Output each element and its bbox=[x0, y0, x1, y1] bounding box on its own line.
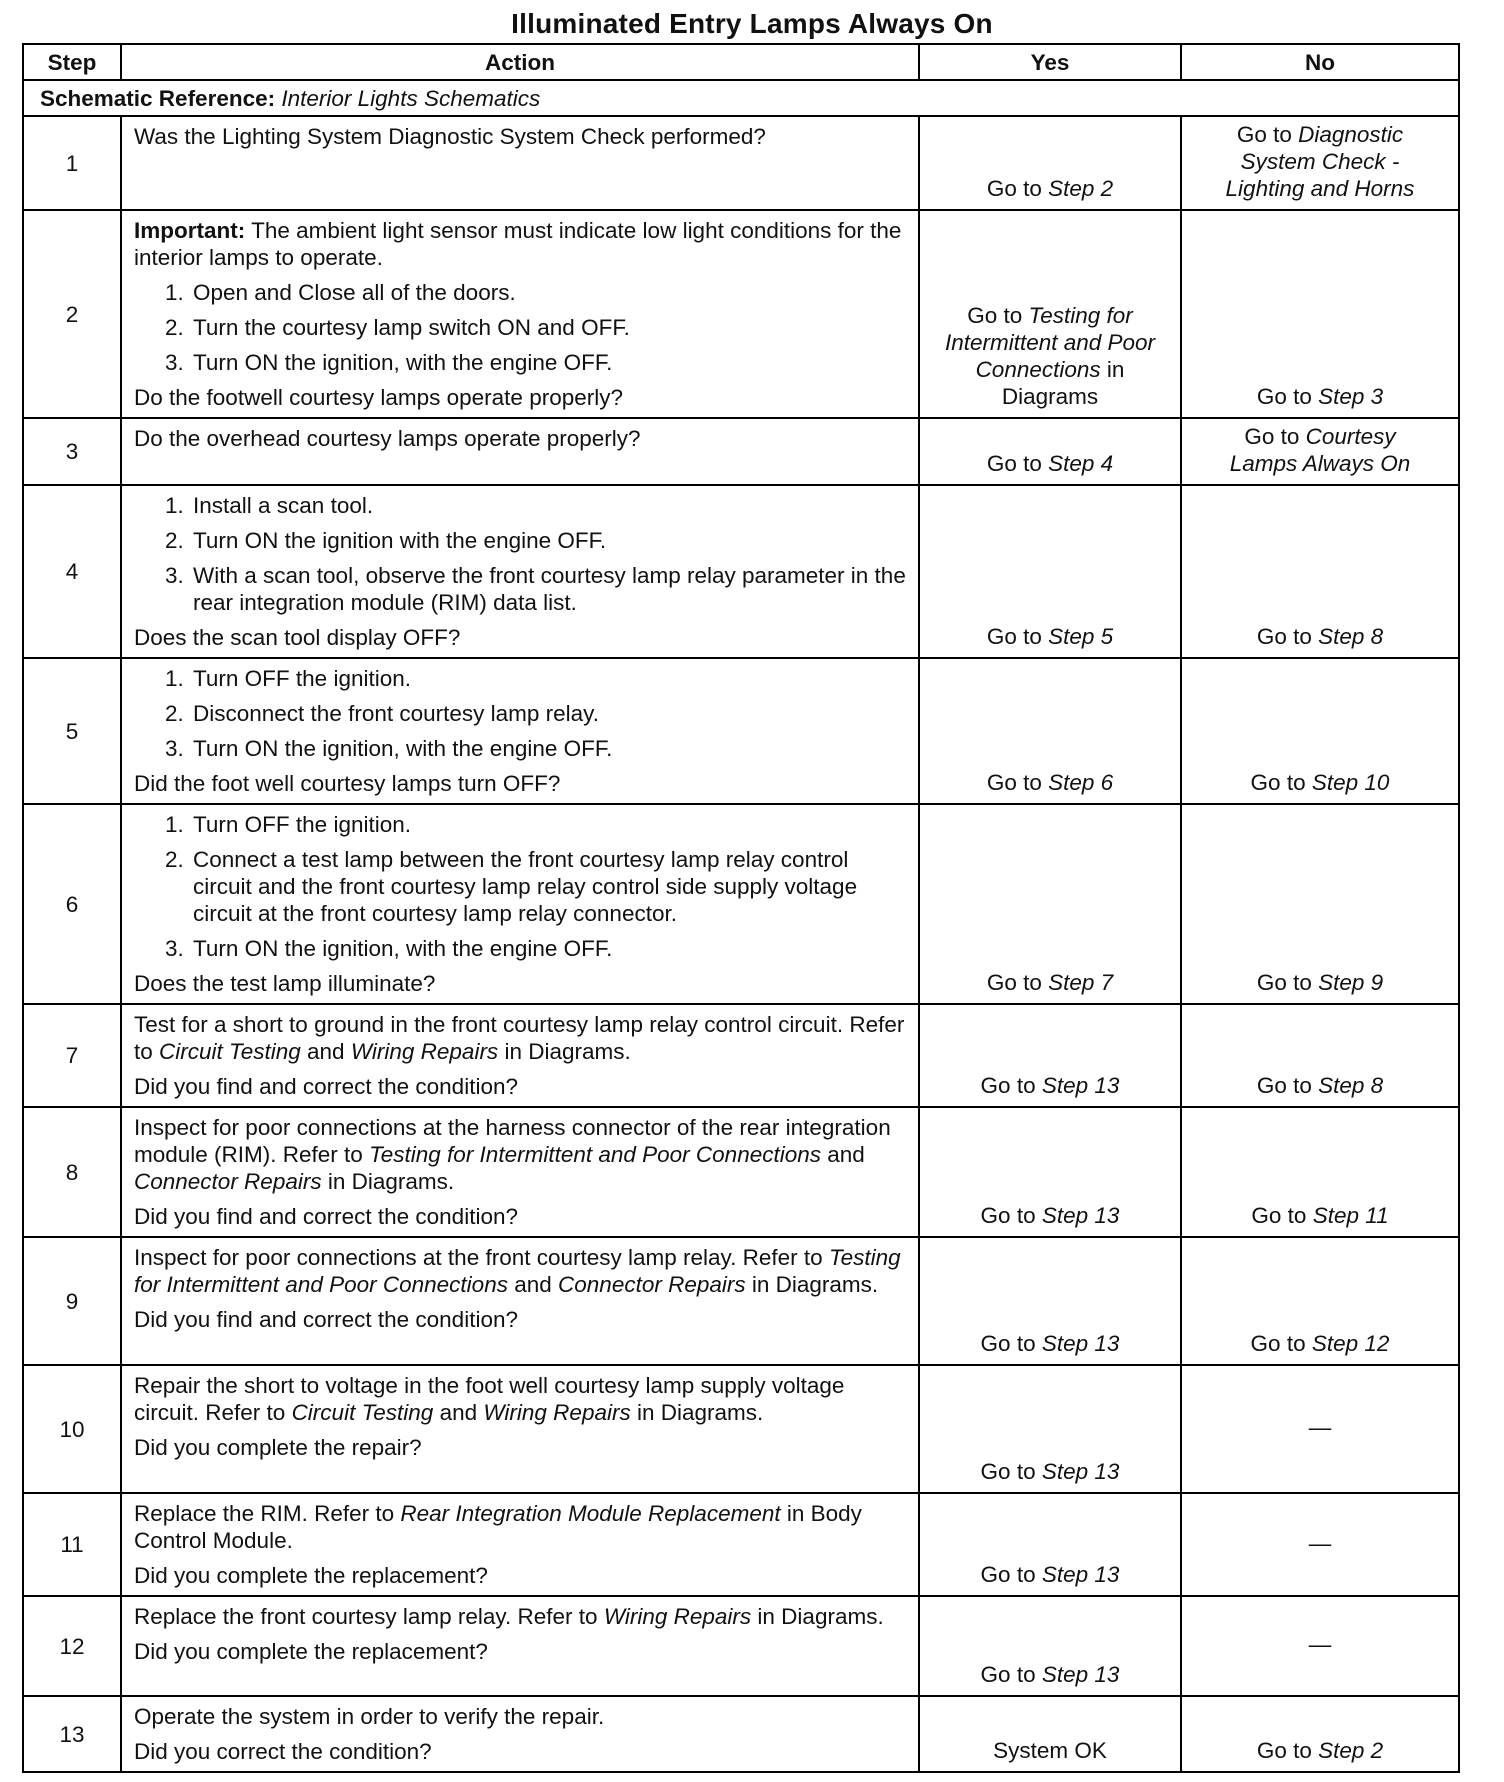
page-title: Illuminated Entry Lamps Always On bbox=[511, 8, 993, 39]
list-item: 2. Disconnect the front courtesy lamp relay. bbox=[190, 700, 910, 727]
step-link[interactable]: Step 13 bbox=[1041, 1331, 1120, 1356]
instruction: Inspect for poor connections at the harness connector of the rear integration module (RIM). Refer to Testing for Intermittent and Poor Connections and Connector Repairs in Diagrams. bbox=[134, 1115, 891, 1194]
step-link[interactable]: Step 13 bbox=[1041, 1459, 1120, 1484]
yes-cell: Go to Step 13 bbox=[919, 1004, 1181, 1107]
no-cell: Go to Diagnostic System Check - Lighting and Horns bbox=[1181, 116, 1459, 210]
reference-link[interactable]: Testing for Intermittent and Poor Connections bbox=[369, 1142, 822, 1167]
list-item: 1. Open and Close all of the doors. bbox=[190, 279, 910, 306]
no-cell: Go to Step 2 bbox=[1181, 1696, 1459, 1772]
step-link[interactable]: Step 6 bbox=[1048, 770, 1114, 795]
question: Does the scan tool display OFF? bbox=[134, 625, 461, 650]
reference-link[interactable]: Wiring Repairs bbox=[603, 1604, 752, 1629]
step-link[interactable]: Step 13 bbox=[1041, 1203, 1120, 1228]
table-row bbox=[23, 1237, 1459, 1365]
action-cell bbox=[121, 1107, 919, 1237]
action-cell bbox=[121, 1696, 919, 1772]
step-link[interactable]: Step 8 bbox=[1318, 624, 1384, 649]
no-cell: Go to Step 8 bbox=[1181, 485, 1459, 658]
instruction: Test for a short to ground in the front courtesy lamp relay control circuit. Refer to Circuit Testing and Wiring Repairs in Diagrams. bbox=[134, 1012, 905, 1064]
header-no: No bbox=[1181, 44, 1459, 80]
action-steps bbox=[134, 811, 910, 962]
table-row bbox=[23, 116, 1459, 210]
step-link[interactable]: Step 13 bbox=[1041, 1662, 1120, 1687]
table-row bbox=[23, 1004, 1459, 1107]
header-row bbox=[23, 44, 1459, 80]
action-cell bbox=[121, 210, 919, 418]
no-cell: — bbox=[1181, 1596, 1459, 1696]
step-number: 1 bbox=[23, 116, 121, 210]
header-step: Step bbox=[23, 44, 121, 80]
schematic-label: Schematic Reference: bbox=[40, 85, 276, 111]
list-item: 3. With a scan tool, observe the front courtesy lamp relay parameter in the rear integration module (RIM) data list. bbox=[190, 562, 910, 616]
step-number: 4 bbox=[23, 485, 121, 658]
action-steps bbox=[134, 279, 910, 376]
no-cell: — bbox=[1181, 1365, 1459, 1493]
step-number: 10 bbox=[23, 1365, 121, 1493]
action-cell bbox=[121, 804, 919, 1004]
action-steps bbox=[134, 492, 910, 616]
procedure-link[interactable]: Courtesy Lamps Always On bbox=[1229, 424, 1411, 476]
header-action: Action bbox=[121, 44, 919, 80]
list-item: 3. Turn ON the ignition, with the engine OFF. bbox=[190, 349, 910, 376]
action-cell bbox=[121, 658, 919, 804]
table-row bbox=[23, 418, 1459, 485]
list-item: 1. Turn OFF the ignition. bbox=[190, 811, 910, 838]
question: Did you find and correct the condition? bbox=[134, 1074, 518, 1099]
step-link[interactable]: Step 7 bbox=[1048, 970, 1114, 995]
diagnostic-table bbox=[22, 43, 1460, 1773]
yes-cell: Go to Step 6 bbox=[919, 658, 1181, 804]
yes-cell: Go to Step 13 bbox=[919, 1365, 1181, 1493]
step-link[interactable]: Step 5 bbox=[1048, 624, 1114, 649]
yes-cell: Go to Step 2 bbox=[919, 116, 1181, 210]
action-cell bbox=[121, 1237, 919, 1365]
list-item: 2. Connect a test lamp between the front courtesy lamp relay control circuit and the front courtesy lamp relay control side supply voltage circuit at the front courtesy lamp relay connector. bbox=[190, 846, 910, 927]
question: Did you find and correct the condition? bbox=[134, 1204, 518, 1229]
yes-cell: Go to Step 13 bbox=[919, 1493, 1181, 1596]
list-item: 2. Turn ON the ignition with the engine OFF. bbox=[190, 527, 910, 554]
step-number: 2 bbox=[23, 210, 121, 418]
reference-link[interactable]: Circuit Testing bbox=[291, 1400, 434, 1425]
table-row bbox=[23, 1107, 1459, 1237]
question: Does the test lamp illuminate? bbox=[134, 971, 436, 996]
list-item: 1. Install a scan tool. bbox=[190, 492, 910, 519]
no-cell: Go to Step 11 bbox=[1181, 1107, 1459, 1237]
yes-cell: Go to Step 4 bbox=[919, 418, 1181, 485]
reference-link[interactable]: Connector Repairs bbox=[134, 1169, 322, 1194]
schematic-reference bbox=[23, 80, 1459, 116]
no-cell: — bbox=[1181, 1493, 1459, 1596]
list-item: 3. Turn ON the ignition, with the engine OFF. bbox=[190, 935, 910, 962]
step-link[interactable]: Step 3 bbox=[1318, 384, 1384, 409]
yes-cell: Go to Testing for Intermittent and Poor Connections in Diagrams bbox=[919, 210, 1181, 418]
procedure-link[interactable]: Diagnostic System Check - Lighting and Horns bbox=[1225, 122, 1415, 201]
table-row bbox=[23, 210, 1459, 418]
reference-link[interactable]: Rear Integration Module Replacement bbox=[400, 1501, 781, 1526]
step-link[interactable]: Step 2 bbox=[1318, 1738, 1384, 1763]
instruction: Repair the short to voltage in the foot well courtesy lamp supply voltage circuit. Refer to Circuit Testing and Wiring Repairs in Diagrams. bbox=[134, 1373, 845, 1425]
table-row bbox=[23, 1365, 1459, 1493]
no-cell: Go to Step 12 bbox=[1181, 1237, 1459, 1365]
step-number: 3 bbox=[23, 418, 121, 485]
action-cell bbox=[121, 1493, 919, 1596]
step-link[interactable]: Step 2 bbox=[1048, 176, 1114, 201]
question: Did the foot well courtesy lamps turn OFF? bbox=[134, 771, 561, 796]
table-row bbox=[23, 804, 1459, 1004]
table-row bbox=[23, 658, 1459, 804]
step-number: 12 bbox=[23, 1596, 121, 1696]
step-link[interactable]: Step 9 bbox=[1318, 970, 1384, 995]
procedure-link[interactable]: Testing for Intermittent and Poor Connections bbox=[944, 303, 1156, 382]
yes-cell: Go to Step 13 bbox=[919, 1237, 1181, 1365]
no-cell: Go to Courtesy Lamps Always On bbox=[1181, 418, 1459, 485]
instruction: Operate the system in order to verify the repair. bbox=[134, 1704, 605, 1729]
table-row bbox=[23, 485, 1459, 658]
instruction: Replace the RIM. Refer to Rear Integration Module Replacement in Body Control Module. bbox=[134, 1501, 862, 1553]
yes-cell: Go to Step 13 bbox=[919, 1596, 1181, 1696]
step-link[interactable]: Step 10 bbox=[1311, 770, 1390, 795]
action-cell bbox=[121, 1004, 919, 1107]
question: Did you correct the condition? bbox=[134, 1739, 432, 1764]
no-cell: Go to Step 10 bbox=[1181, 658, 1459, 804]
step-number: 13 bbox=[23, 1696, 121, 1772]
reference-link[interactable]: Connector Repairs bbox=[558, 1272, 746, 1297]
question: Do the footwell courtesy lamps operate properly? bbox=[134, 385, 624, 410]
step-link[interactable]: Step 12 bbox=[1311, 1331, 1390, 1356]
action-cell bbox=[121, 485, 919, 658]
step-number: 5 bbox=[23, 658, 121, 804]
step-link[interactable]: Step 4 bbox=[1048, 451, 1114, 476]
important-note: Important: The ambient light sensor must indicate low light conditions for the interior lamps to operate. bbox=[134, 218, 902, 270]
step-number: 7 bbox=[23, 1004, 121, 1107]
reference-link[interactable]: Testing for Intermittent and Poor Connections bbox=[134, 1245, 901, 1297]
table-row bbox=[23, 1696, 1459, 1772]
no-cell: Go to Step 9 bbox=[1181, 804, 1459, 1004]
step-number: 8 bbox=[23, 1107, 121, 1237]
action-steps bbox=[134, 665, 910, 762]
step-link[interactable]: Step 11 bbox=[1312, 1203, 1389, 1228]
yes-cell: Go to Step 5 bbox=[919, 485, 1181, 658]
question: Did you find and correct the condition? bbox=[134, 1307, 518, 1332]
question: Did you complete the repair? bbox=[134, 1435, 422, 1460]
step-link[interactable]: Step 13 bbox=[1041, 1562, 1120, 1587]
step-link[interactable]: Step 13 bbox=[1041, 1073, 1120, 1098]
action-cell bbox=[121, 116, 919, 210]
question: Did you complete the replacement? bbox=[134, 1563, 488, 1588]
action-cell bbox=[121, 1596, 919, 1696]
question: Do the overhead courtesy lamps operate properly? bbox=[134, 426, 641, 451]
list-item: 1. Turn OFF the ignition. bbox=[190, 665, 910, 692]
reference-link[interactable]: Circuit Testing bbox=[159, 1039, 301, 1064]
instruction: Replace the front courtesy lamp relay. Refer to Wiring Repairs in Diagrams. bbox=[134, 1604, 884, 1629]
step-link[interactable]: Step 8 bbox=[1318, 1073, 1384, 1098]
table-row bbox=[23, 1493, 1459, 1596]
table-row bbox=[23, 1596, 1459, 1696]
step-number: 9 bbox=[23, 1237, 121, 1365]
list-item: 3. Turn ON the ignition, with the engine OFF. bbox=[190, 735, 910, 762]
reference-link[interactable]: Wiring Repairs bbox=[483, 1400, 631, 1425]
step-number: 11 bbox=[23, 1493, 121, 1596]
step-number: 6 bbox=[23, 804, 121, 1004]
action-cell bbox=[121, 418, 919, 485]
question: Was the Lighting System Diagnostic System Check performed? bbox=[134, 124, 766, 149]
question: Did you complete the replacement? bbox=[134, 1639, 488, 1664]
instruction: Inspect for poor connections at the front courtesy lamp relay. Refer to Testing for Intermittent and Poor Connections and Connector Repairs in Diagrams. bbox=[134, 1245, 901, 1297]
schematic-link[interactable]: Interior Lights Schematics bbox=[281, 85, 541, 111]
action-cell bbox=[121, 1365, 919, 1493]
header-yes: Yes bbox=[919, 44, 1181, 80]
no-cell: Go to Step 3 bbox=[1181, 210, 1459, 418]
schematic-row bbox=[23, 80, 1459, 116]
yes-cell: Go to Step 7 bbox=[919, 804, 1181, 1004]
yes-cell: Go to Step 13 bbox=[919, 1107, 1181, 1237]
reference-link[interactable]: Wiring Repairs bbox=[350, 1039, 499, 1064]
no-cell: Go to Step 8 bbox=[1181, 1004, 1459, 1107]
yes-cell: System OK bbox=[919, 1696, 1181, 1772]
list-item: 2. Turn the courtesy lamp switch ON and OFF. bbox=[190, 314, 910, 341]
